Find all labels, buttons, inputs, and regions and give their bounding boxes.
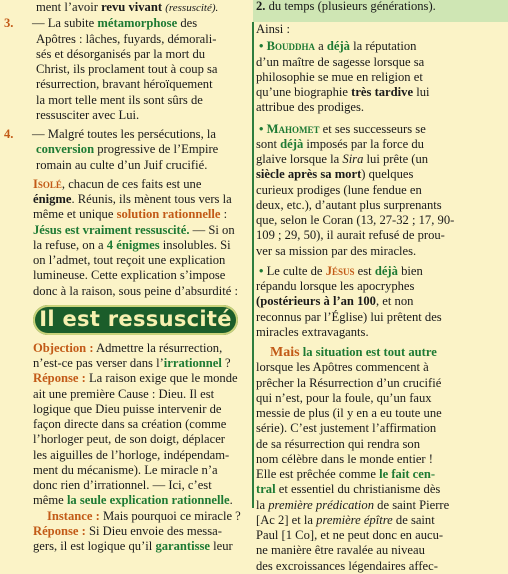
text-line: l’horloger peut, de son doigt, déplacer bbox=[33, 432, 225, 447]
text-line: de sa résurrection qui rendra son bbox=[256, 436, 421, 451]
top-box: 2. du temps (plusieurs générations). bbox=[253, 0, 508, 22]
text-line: les aiguilles de l’horloge, indépendam- bbox=[33, 447, 230, 462]
text-line: logique que Dieu puisse intervenir de bbox=[33, 401, 222, 416]
item-4: 4. — Malgré toutes les persécutions, la conversion progressive de l’Empire romain au culte d’un Juif crucifié. bbox=[4, 127, 219, 172]
text-line: 109 ; 29, 50), il aurait refusé de prou- bbox=[256, 228, 445, 243]
text-line: ait une première Cause : Dieu. Il est bbox=[33, 386, 215, 401]
text-line: qui n’est, pour la foule, qu’un faux bbox=[256, 390, 432, 405]
mais-paragraph: Mais la situation est tout autre lorsque les Apôtres commencent à prêcher la Résurrection d’un crucifié qui n’est, pour la foule, qu’un faux messie de plus (il y en a eu toute une série). C’est justement l’affirmation de sa résurrection qui rendra son nom célèbre dans le monde entier ! Elle est prêchée comme le fait cen- tral et essentiel du christianisme dès la première prédication de saint Pierre [Ac 2] et la première épître de saint Paul [1 Co], et ne peut donc en aucu- ne manière être ravalée au niveau des excroissances légendaires affec- bbox=[253, 345, 508, 574]
text-line: ment du mécanisme). Le miracle n’a bbox=[33, 462, 218, 477]
text-line: philosophie se mue en religion et bbox=[256, 69, 423, 84]
text-line: résurrection, bravant héroïquement bbox=[36, 77, 213, 92]
text-line: la mort telle ment ils sont sûrs de bbox=[36, 92, 203, 107]
text-line: sés et désorganisés par la mort du bbox=[36, 46, 206, 61]
text-line: série). C’est justement l’affirmation bbox=[256, 421, 437, 436]
item-3: 3. — La subite métamorphose des Apôtres : lâches, fuyards, démorali- sés et désorganisés par la mort du Christ, ils proclament tout à coup sa résurrection, bravant héroïquement la mort telle ment ils sont sûrs de ressusciter avec Lui. bbox=[0, 16, 250, 123]
text-line: donc rien d’irrationnel. — Ici, c’est bbox=[33, 478, 212, 492]
text-line: nom célèbre dans le monde entier ! bbox=[256, 451, 433, 466]
bullet-bouddha: • Bouddha a déjà la réputation d’un maître de sagesse lorsque sa philosophie se mue en religion et qu’une biographie très tardive lui attribue des prodiges. bbox=[253, 39, 508, 115]
text-line: messie de plus (il y en a eu toute une bbox=[256, 406, 442, 420]
text-line: façon directe dans sa création (comme bbox=[33, 417, 227, 431]
intro-line: ment l’avoir revu vivant (ressuscité). bbox=[36, 0, 219, 14]
text-line: Apôtres : lâches, fuyards, démorali- bbox=[36, 31, 217, 46]
objection-block: Objection : Admettre la résurrection, n’est-ce pas verser dans l’irrationnel ? Réponse : La raison exige que le monde ait une première Cause : Dieu. Il est logique que Dieu puisse intervenir de façon directe dans sa création (comme l’horloger peut, de son doigt, déplacer les aiguilles de l’horloge, indépendam- ment du mécanisme). Le miracle n’a donc rien d’irrationnel. — Ici, c’est même la seule explication rationnelle. Instance : Mais pourquoi ce miracle ? Réponse : Si Dieu envoie des messa- gers, il est logique qu’il garantisse leur bbox=[0, 341, 250, 555]
text-line: Christ, ils proclament tout à coup sa bbox=[36, 62, 218, 76]
reponse-text bbox=[33, 387, 248, 494]
bullet-mahomet: • Mahomet et ses successeurs se sont déjà imposés par la force du glaive lorsque la Sira lui prête (un siècle après sa mort) quelques curieux prodiges (lune fendue en deux, etc.), d’autant plus surprenants que, selon le Coran (13, 27-32 ; 17, 90- 109 ; 29, 50), il aurait refusé de prou- ver sa mission par des miracles. bbox=[253, 122, 508, 259]
bullet-jesus: • Le culte de Jésus est déjà bien répandu lorsque les apocryphes (postérieurs à l’an 100, et non reconnus par l’Église) lui prêtent des miracles extravagants. bbox=[256, 263, 442, 339]
text-line: que, selon le Coran (13, 27-32 ; 17, 90- bbox=[256, 213, 455, 227]
isole-paragraph: Isolé, chacun de ces faits est une énigme. Réunis, ils mènent tous vers la même et unique solution rationnelle : Jésus est vraiment ressuscité. — Si on la refuse, on a 4 énigmes insolubles. Si on l’admet, tout reçoit une explication lumineuse. Cette explication s’impose donc à la raison, sous peine d’absurdité : bbox=[33, 176, 238, 298]
text-line: ver sa mission par des miracles. bbox=[256, 243, 417, 258]
item-3-text bbox=[0, 32, 250, 124]
text-line: d’un maître de sagesse lorsque sa bbox=[256, 54, 425, 69]
text-line: deux, etc.), d’autant plus surprenants bbox=[256, 197, 442, 212]
title-banner: Il est ressuscité bbox=[33, 305, 238, 335]
text-line: curieux prodiges (lune fendue en bbox=[256, 182, 422, 197]
text-line: ressusciter avec Lui. bbox=[36, 107, 140, 122]
text-line: lorsque les Apôtres commencent à bbox=[256, 360, 429, 375]
right-column bbox=[253, 0, 508, 573]
ainsi-label: Ainsi : bbox=[256, 22, 290, 36]
left-column bbox=[0, 0, 250, 553]
text-line: prêcher la Résurrection d’un crucifié bbox=[256, 375, 442, 390]
